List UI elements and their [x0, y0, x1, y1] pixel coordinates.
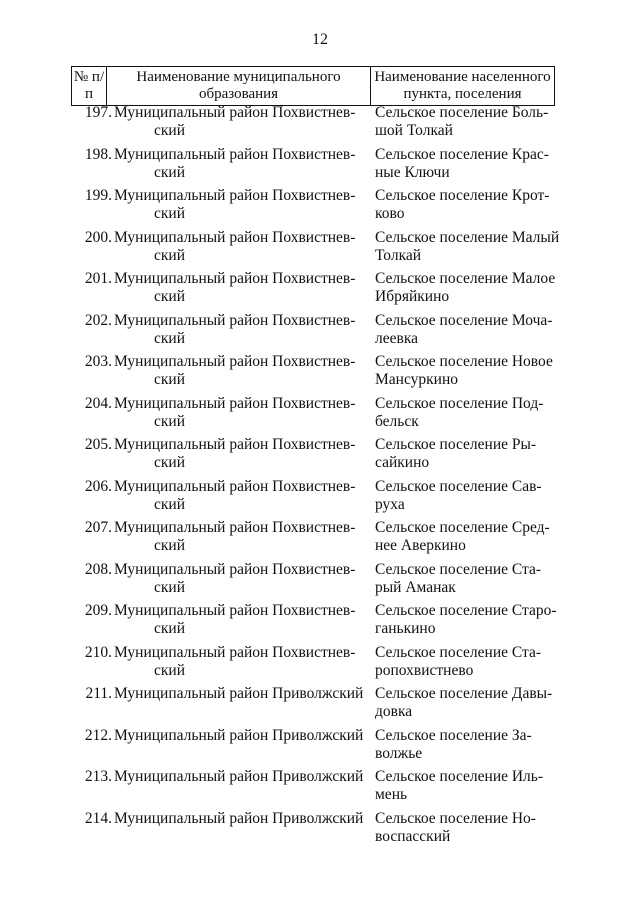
municipality-cell-line: ский [154, 495, 185, 513]
municipality-cell-line: Муниципальный район Похвистнев- [114, 270, 356, 287]
settlement-cell [374, 146, 565, 188]
settlement-cell-line: Сельское поселение Давы- [375, 685, 553, 702]
table-row [71, 187, 571, 229]
table-row [71, 229, 571, 271]
settlement-cell [374, 727, 565, 769]
settlement-cell-line: мень [375, 786, 408, 803]
settlement-cell-line: ково [375, 205, 405, 222]
table-row [71, 768, 571, 810]
row-number [71, 519, 112, 561]
table-row [71, 353, 571, 395]
row-number [71, 478, 112, 520]
municipality-cell [112, 146, 374, 188]
row-number [71, 270, 112, 312]
row-number [71, 436, 112, 478]
settlement-cell [374, 602, 565, 644]
settlement-cell [374, 561, 565, 603]
row-number-line: 205. [84, 436, 112, 453]
settlement-cell-line: рый Аманак [375, 578, 456, 596]
settlement-cell-line: Сельское поселение Ста- [375, 643, 542, 661]
municipality-cell [112, 187, 374, 229]
row-number [71, 561, 112, 603]
settlement-cell-line: Сельское поселение Крас- [375, 145, 549, 163]
municipality-cell-line: ский [154, 163, 185, 181]
municipality-cell-line: ский [154, 661, 185, 679]
settlement-cell [374, 395, 565, 437]
row-number-line: 206. [84, 477, 112, 495]
row-number [71, 644, 112, 686]
row-number [71, 312, 112, 354]
row-number [71, 810, 112, 852]
row-number-line: 199. [84, 187, 112, 204]
settlement-cell-line: Сельское поселение Крот- [375, 187, 550, 204]
settlement-cell-line: Толкай [375, 246, 422, 264]
row-number [71, 685, 112, 727]
row-number [71, 229, 112, 271]
page-number: 12 [312, 31, 328, 48]
municipality-cell-line: Муниципальный район Приволжский [114, 809, 364, 827]
row-number [71, 104, 112, 146]
row-number [71, 602, 112, 644]
row-number-line: 210. [84, 643, 112, 661]
table-row [71, 436, 571, 478]
header-number: № п/п [72, 67, 107, 105]
municipality-cell-line: Муниципальный район Похвистнев- [114, 519, 356, 536]
municipality-cell [112, 229, 374, 271]
municipality-cell [112, 602, 374, 644]
municipality-cell-line: Муниципальный район Приволжский [114, 685, 364, 702]
row-number-line: 197. [84, 104, 112, 121]
municipality-cell [112, 478, 374, 520]
row-number [71, 187, 112, 229]
row-number [71, 146, 112, 188]
row-number-line: 214. [84, 809, 112, 827]
settlement-cell-line: Сельское поселение Сав- [375, 477, 542, 495]
municipality-cell-line: Муниципальный район Похвистнев- [114, 228, 356, 246]
settlement-cell-line: ропохвистнево [375, 661, 474, 679]
settlement-cell-line: Сельское поселение Ста- [375, 560, 542, 578]
settlement-cell-line: леевка [375, 329, 418, 347]
table-header [71, 66, 555, 106]
municipality-cell-line: ский [154, 329, 185, 347]
municipality-cell [112, 353, 374, 395]
row-number-line: 200. [84, 228, 112, 246]
settlement-cell-line: волжье [375, 744, 423, 762]
row-number-line: 201. [84, 270, 112, 287]
settlement-cell-line: ные Ключи [375, 163, 450, 181]
settlement-cell-line: Сельское поселение Но- [375, 809, 536, 827]
settlement-cell [374, 187, 565, 229]
settlement-cell-line: Сельское поселение Боль- [375, 104, 549, 121]
municipality-cell-line: ский [154, 371, 185, 388]
row-number-line: 204. [84, 394, 112, 412]
municipality-cell-line: ский [154, 122, 185, 139]
settlement-cell-line: Сельское поселение Сред- [375, 519, 550, 536]
table-row [71, 602, 571, 644]
table-row [71, 561, 571, 603]
municipality-cell-line: Муниципальный район Похвистнев- [114, 560, 356, 578]
row-number-line: 202. [84, 311, 112, 329]
municipality-cell-line: Муниципальный район Похвистнев- [114, 436, 356, 453]
table-row [71, 104, 571, 146]
municipality-cell-line: ский [154, 412, 185, 430]
settlement-cell-line: ганькино [375, 620, 436, 637]
municipality-cell-line: Муниципальный район Похвистнев- [114, 394, 356, 412]
table-row [71, 478, 571, 520]
municipality-cell-line: Муниципальный район Приволжский [114, 726, 364, 744]
municipality-cell-line: ский [154, 537, 185, 554]
header-municipality: Наименование муниципального образования [107, 67, 371, 105]
settlement-cell [374, 270, 565, 312]
settlement-cell-line: бельск [375, 412, 419, 430]
municipality-cell-line: Муниципальный район Похвистнев- [114, 187, 356, 204]
settlement-cell-line: Сельское поселение Малое [375, 270, 556, 287]
settlement-cell-line: Сельское поселение Малый [375, 228, 560, 246]
settlement-cell-line: сайкино [375, 454, 430, 471]
municipality-cell [112, 436, 374, 478]
settlement-cell [374, 768, 565, 810]
municipality-cell [112, 810, 374, 852]
settlement-cell-line: Сельское поселение За- [375, 726, 532, 744]
table-row [71, 644, 571, 686]
row-number [71, 768, 112, 810]
municipality-cell [112, 270, 374, 312]
settlement-cell-line: Сельское поселение Старо- [375, 602, 557, 619]
row-number [71, 395, 112, 437]
row-number [71, 727, 112, 769]
settlement-cell [374, 104, 565, 146]
table-row [71, 270, 571, 312]
settlement-cell-line: Сельское поселение Новое [375, 353, 553, 370]
settlement-cell-line: Сельское поселение Моча- [375, 311, 553, 329]
settlement-cell [374, 229, 565, 271]
municipality-cell-line: Муниципальный район Похвистнев- [114, 643, 356, 661]
table-row [71, 685, 571, 727]
settlement-cell-line: Мансуркино [375, 371, 459, 388]
table-body [71, 104, 571, 851]
municipality-cell-line: ский [154, 620, 185, 637]
settlement-cell [374, 685, 565, 727]
settlement-cell-line: довка [375, 703, 413, 720]
table-row [71, 727, 571, 769]
row-number-line: 209. [84, 602, 112, 619]
row-number-line: 198. [84, 145, 112, 163]
settlement-cell [374, 353, 565, 395]
municipality-cell [112, 685, 374, 727]
municipality-cell-line: Муниципальный район Приволжский [114, 768, 364, 785]
municipality-cell-line: ский [154, 205, 185, 222]
settlement-cell [374, 312, 565, 354]
row-number-line: 212. [84, 726, 112, 744]
settlement-cell [374, 436, 565, 478]
settlement-cell [374, 519, 565, 561]
municipality-cell [112, 312, 374, 354]
settlement-cell [374, 810, 565, 852]
settlement-cell-line: воспасский [375, 827, 451, 845]
municipality-cell [112, 395, 374, 437]
municipality-cell-line: Муниципальный район Похвистнев- [114, 145, 356, 163]
municipality-cell-line: Муниципальный район Похвистнев- [114, 353, 356, 370]
municipality-cell-line: ский [154, 454, 185, 471]
header-settlement: Наименование населенного пункта, поселения [374, 69, 551, 102]
settlement-cell [374, 644, 565, 686]
municipality-cell [112, 104, 374, 146]
row-number-line: 203. [84, 353, 112, 370]
table-row [71, 146, 571, 188]
table-row [71, 810, 571, 852]
settlement-cell-line: Сельское поселение Иль- [375, 768, 544, 785]
row-number-line: 211. [85, 685, 112, 702]
row-number-line: 207. [84, 519, 112, 536]
settlement-cell-line: Сельское поселение Под- [375, 394, 544, 412]
settlement-cell-line: Сельское поселение Ры- [375, 436, 537, 453]
settlement-cell-line: Ибряйкино [375, 288, 450, 305]
municipality-cell [112, 768, 374, 810]
row-number [71, 353, 112, 395]
municipality-cell-line: Муниципальный район Похвистнев- [114, 602, 356, 619]
municipality-cell-line: Муниципальный район Похвистнев- [114, 311, 356, 329]
settlement-cell-line: шой Толкай [375, 122, 453, 139]
municipality-cell [112, 727, 374, 769]
table-row [71, 395, 571, 437]
settlement-cell [374, 478, 565, 520]
municipality-cell-line: ский [154, 246, 185, 264]
table-row [71, 312, 571, 354]
municipality-cell-line: Муниципальный район Похвистнев- [114, 477, 356, 495]
row-number-line: 208. [84, 560, 112, 578]
municipality-cell [112, 519, 374, 561]
settlement-cell-line: нее Аверкино [375, 537, 466, 554]
municipality-cell-line: Муниципальный район Похвистнев- [114, 104, 356, 121]
municipality-cell [112, 644, 374, 686]
municipality-cell [112, 561, 374, 603]
municipality-cell-line: ский [154, 578, 185, 596]
table-row [71, 519, 571, 561]
row-number-line: 213. [84, 768, 112, 785]
settlement-cell-line: руха [375, 495, 405, 513]
municipality-cell-line: ский [154, 288, 185, 305]
